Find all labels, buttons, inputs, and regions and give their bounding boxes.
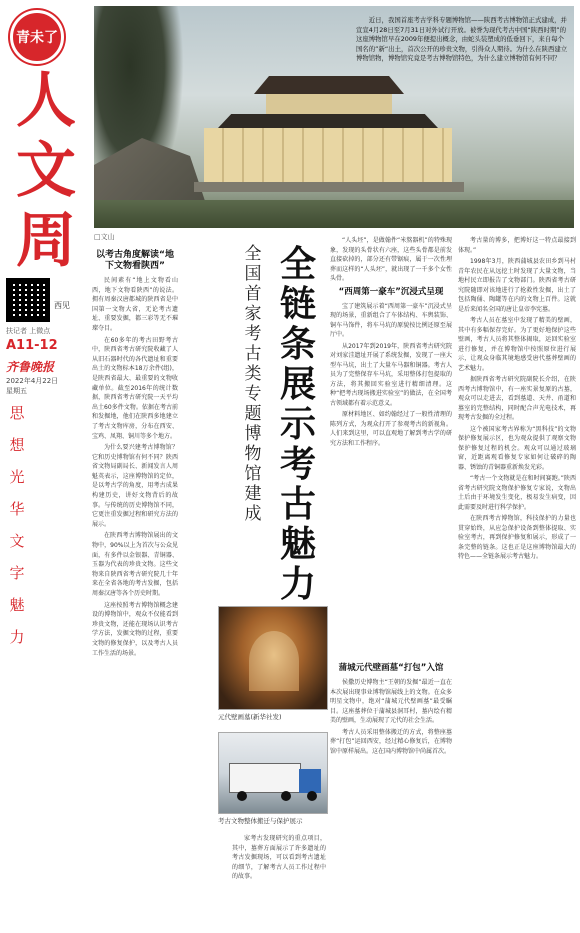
truck-wheel — [281, 791, 291, 801]
motto-char: 文 — [9, 532, 25, 550]
paragraph: 在陕西考古博物馆，科技保护的力量也贯穿始终，从应急保护设备到整体提取、实验室考古，再到保护修复和展示，形成了一条完整的链条。这也正是这座博物馆最大的特色——全链条展示考古魅力。 — [458, 515, 576, 560]
section-heading: 蒲城元代壁画墓“打包”入馆 — [338, 663, 444, 673]
paragraph: 宝了建筑展示着“西周第一豪车”沉浸式呈现的场景，重新组合了车体结构、车舆装饰、铜车马饰件，将车马坑的原貌按比例还原至展厅中。 — [330, 302, 452, 338]
paragraph: 为什么要兴建考古博物馆？它和历史博物馆有何不同？陕西省文物局副局长、新闻发言人周魁英表示，这座博物馆的定位，是以考古学的角度，用考古成果构建历史，讲好文物背后的故事。与传统的历史博物馆不同，它更注重发掘过程和研究方法的展示。 — [92, 444, 178, 528]
body-column-b — [458, 236, 576, 564]
mural-tomb-photo — [218, 606, 328, 710]
hero-caption: □文山 — [94, 233, 115, 241]
photo-lawn — [94, 200, 574, 228]
brand-seal-logo: 青未了 — [10, 10, 64, 64]
paragraph: 这个被国家考古界称为“黑科技”的文物保护修复展示区，也为观众提供了观察文物保护修复过程的机会。观众可以通过玻璃窗，近距离观看修复专家如何让破碎的陶器、锈蚀的青铜器重新焕发光彩。 — [458, 425, 576, 471]
motto-char: 力 — [9, 628, 25, 646]
building-roof-main — [218, 114, 438, 128]
motto-char: 华 — [9, 500, 25, 518]
scan-hint: 扶记者 上微点 — [6, 327, 51, 335]
paragraph: 考古人员在墓室中发现了精美的壁画，其中有多幅保存完好。为了更好地保护这些壁画，考古人员将其整体揭取，运回实验室进行修复，并在博物馆中按照原位进行展示，让观众身临其境地感受唐代墓葬壁画的艺术魅力。 — [458, 317, 576, 372]
museum-building — [204, 76, 464, 196]
title-char-1: 人 — [16, 66, 76, 136]
relic-vehicle-photo — [218, 732, 328, 814]
left-column — [92, 250, 178, 660]
paragraph: 考古人员采用整体搬迁的方式，将整座墓葬“打包”运回西安，经过精心修复后，在博物馆中原样展出。这在国内博物馆中尚属首次。 — [330, 728, 452, 755]
title-char-2: 文 — [16, 136, 76, 206]
paragraph: 原材料地区、如约翰经过了一般性清理的陈列方式，为观众打开了参观考古的新视角。人们来到这里，可以直观地了解到考古学的研究方法和工作程序。 — [330, 411, 452, 447]
building-upper-floor — [266, 94, 392, 116]
hero-photo — [94, 6, 574, 228]
section-heading: “西周第一豪车”沉浸式呈现 — [338, 286, 444, 297]
truck-wheel — [237, 791, 247, 801]
motto-char: 思 — [9, 404, 25, 422]
weekday-line: 星期五 — [6, 387, 27, 395]
motto-char: 光 — [9, 468, 25, 486]
building-facade — [204, 128, 452, 184]
motto — [6, 404, 28, 660]
headline-block — [236, 236, 326, 656]
hero-intro — [356, 16, 570, 64]
paragraph: “人头坯”，是做翰件“米熬器机”的特殊现象，发现的头骨状有六座，这些头骨都是前发直接砍掉的，部分还有带锯痕，属于一次性埋葬而这样的“人头坯”，就出现了一千多个女性头骨。 — [330, 237, 452, 282]
motto-char: 想 — [9, 436, 25, 454]
paragraph: 从2017年到2019年，陕西省考古研究院对刘家洼遗址开展了系统发掘，发现了一座大型车马坑，出土了大量车马器和铜器。考古人员为了完整保存车马坑，采用整体打包提取的方法，将其搬回实验室进行精细清理。这种“把考古现场搬进实验室”的做法，在全国考古领域都有着示范意义。 — [330, 342, 452, 407]
body-column-d — [232, 834, 326, 884]
paragraph: 侯撒历史博物主“王朝的发掘”最近一直在本次展出现事业博物馆展线上的文物。在众多明星文物中，绝对“蒲城元代壁画墓”最受瞩目。这座墓葬位于蒲城县洞耳村，墓内绘有精美的壁画，生动展现了元代的社会生活。 — [330, 679, 452, 724]
date-line: 2022年4月22日 — [6, 377, 59, 385]
photo-caption: 考古文物整体搬迁与保护展示 — [218, 817, 303, 825]
paragraph: 民间素有“地上文物看山西，地下文物看陕西”的说法。拥有周秦汉唐都城的陕西省是中国第一文物大省，无论考古遗址、重要发掘，都三彩等无不璀璨夺目。 — [92, 277, 178, 332]
paragraph: 据陕西省考古研究院副院长介绍，在陕西考古博物馆中，有一座实景复原的古墓，观众可以走进去，看到墓道、天井、甬道和墓室的完整结构，同时配合声光电技术，再现考古发掘的全过程。 — [458, 376, 576, 421]
left-heading: 以考古角度解读“地下文物看陕西” — [96, 250, 174, 271]
hero-intro-text: 近日，我国首座考古学科专题博物馆——陕西考古博物馆正式建成，并宣宣4月28日至7月31日对外试行开放。被誉为现代考古中国“陕西时期”的这座博物馆早在2009年便提出概念，由蛇头装塑成的低垂回下，来自每个国名的”新“出土，首次公开的珍贵文物，引得众人期待。为什么在陕西建立博物馆物，博物馆究竟是考古博物馆特色，为什么建立博物馆有何不同？ — [356, 16, 568, 63]
issue-date — [6, 376, 86, 396]
truck-cab — [299, 769, 321, 793]
paragraph: 家考古发现研究的重点项目，其中，墓葬方面展示了许多遗址的考古发掘现场，可以看到考古遗址的细节，了解考古人员工作过程中的故事。 — [232, 835, 326, 880]
main-title: 全链条展示考古魅力 — [279, 243, 316, 605]
qr-label: 西见 — [54, 301, 70, 310]
building-roof-top — [254, 76, 404, 94]
building-base — [194, 182, 464, 192]
paper-name: 齐鲁晚报 — [6, 360, 55, 374]
body-column-c — [330, 660, 452, 758]
truck-body — [229, 763, 301, 793]
masthead — [0, 0, 88, 933]
paragraph: “考古一个文物就是在和时间赛跑。”陕西省考古研究院文物保护修复专家说，文物出土后由于环境发生变化，极易发生病变，因此需要及时进行科学保护。 — [458, 475, 576, 511]
qr-code[interactable] — [6, 278, 50, 322]
page-number: A11-12 — [6, 338, 58, 353]
paragraph: 在陕西考古博物馆展出的文物中，90%以上为首次与公众见面，有多件以金银器、青铜器、玉器为代表的珍贵文物。这些文物来自陕西省考古研究院几十年来在全省各地的考古发掘，包括周秦汉唐等各个历史时期。 — [92, 532, 178, 597]
truck-wheel — [307, 791, 317, 801]
motto-char: 字 — [9, 564, 25, 582]
paragraph: 这座按照考古博物馆概念建设的博物馆中，观众不仅能看到珍贵文物，还能在现场认识考古学方法，发掘文物的过程，重要文物的修复保护，以及考古人员工作生活的场景。 — [92, 601, 178, 657]
photo-caption: 元代壁画墓(新华社发) — [218, 713, 282, 721]
paragraph: 考古量的博多，把博好这一特点最接到体现。” — [458, 237, 576, 254]
body-column-a — [330, 236, 452, 450]
sub-title: 全国首家考古类专题博物馆建成 — [244, 244, 262, 524]
motto-char: 魅 — [9, 596, 25, 614]
title-char-3: 周 — [16, 206, 76, 276]
paragraph: 1998年3月，陕西蒲城县农田乡到马村青年农民在从远挖土时发现了大量文物，当地村民立即报告了文物部门。陕西省考古研究院随即对该地进行了抢救性发掘，出土了包括陶俑、陶罐等在内的文物上百件。这就是后来闻名全国的唐让皇帝李宪墓。 — [458, 258, 576, 313]
paragraph: 在60多年的考古田野考古中，陕西省考古研究院收藏了人从旧石器时代的各代遗址和重要出土的文物标本18万余件(组)，是陕西省最大、最重要的文物收藏单位。截至2016年的统计数据，陕西省考古研究院一天平均出土60多件文物。依据在考古前和发掘地，他们在陕西多地建立了考古文物库房，分布在西安、宝鸡、凤翔、铜川等多个地方。 — [92, 336, 178, 440]
